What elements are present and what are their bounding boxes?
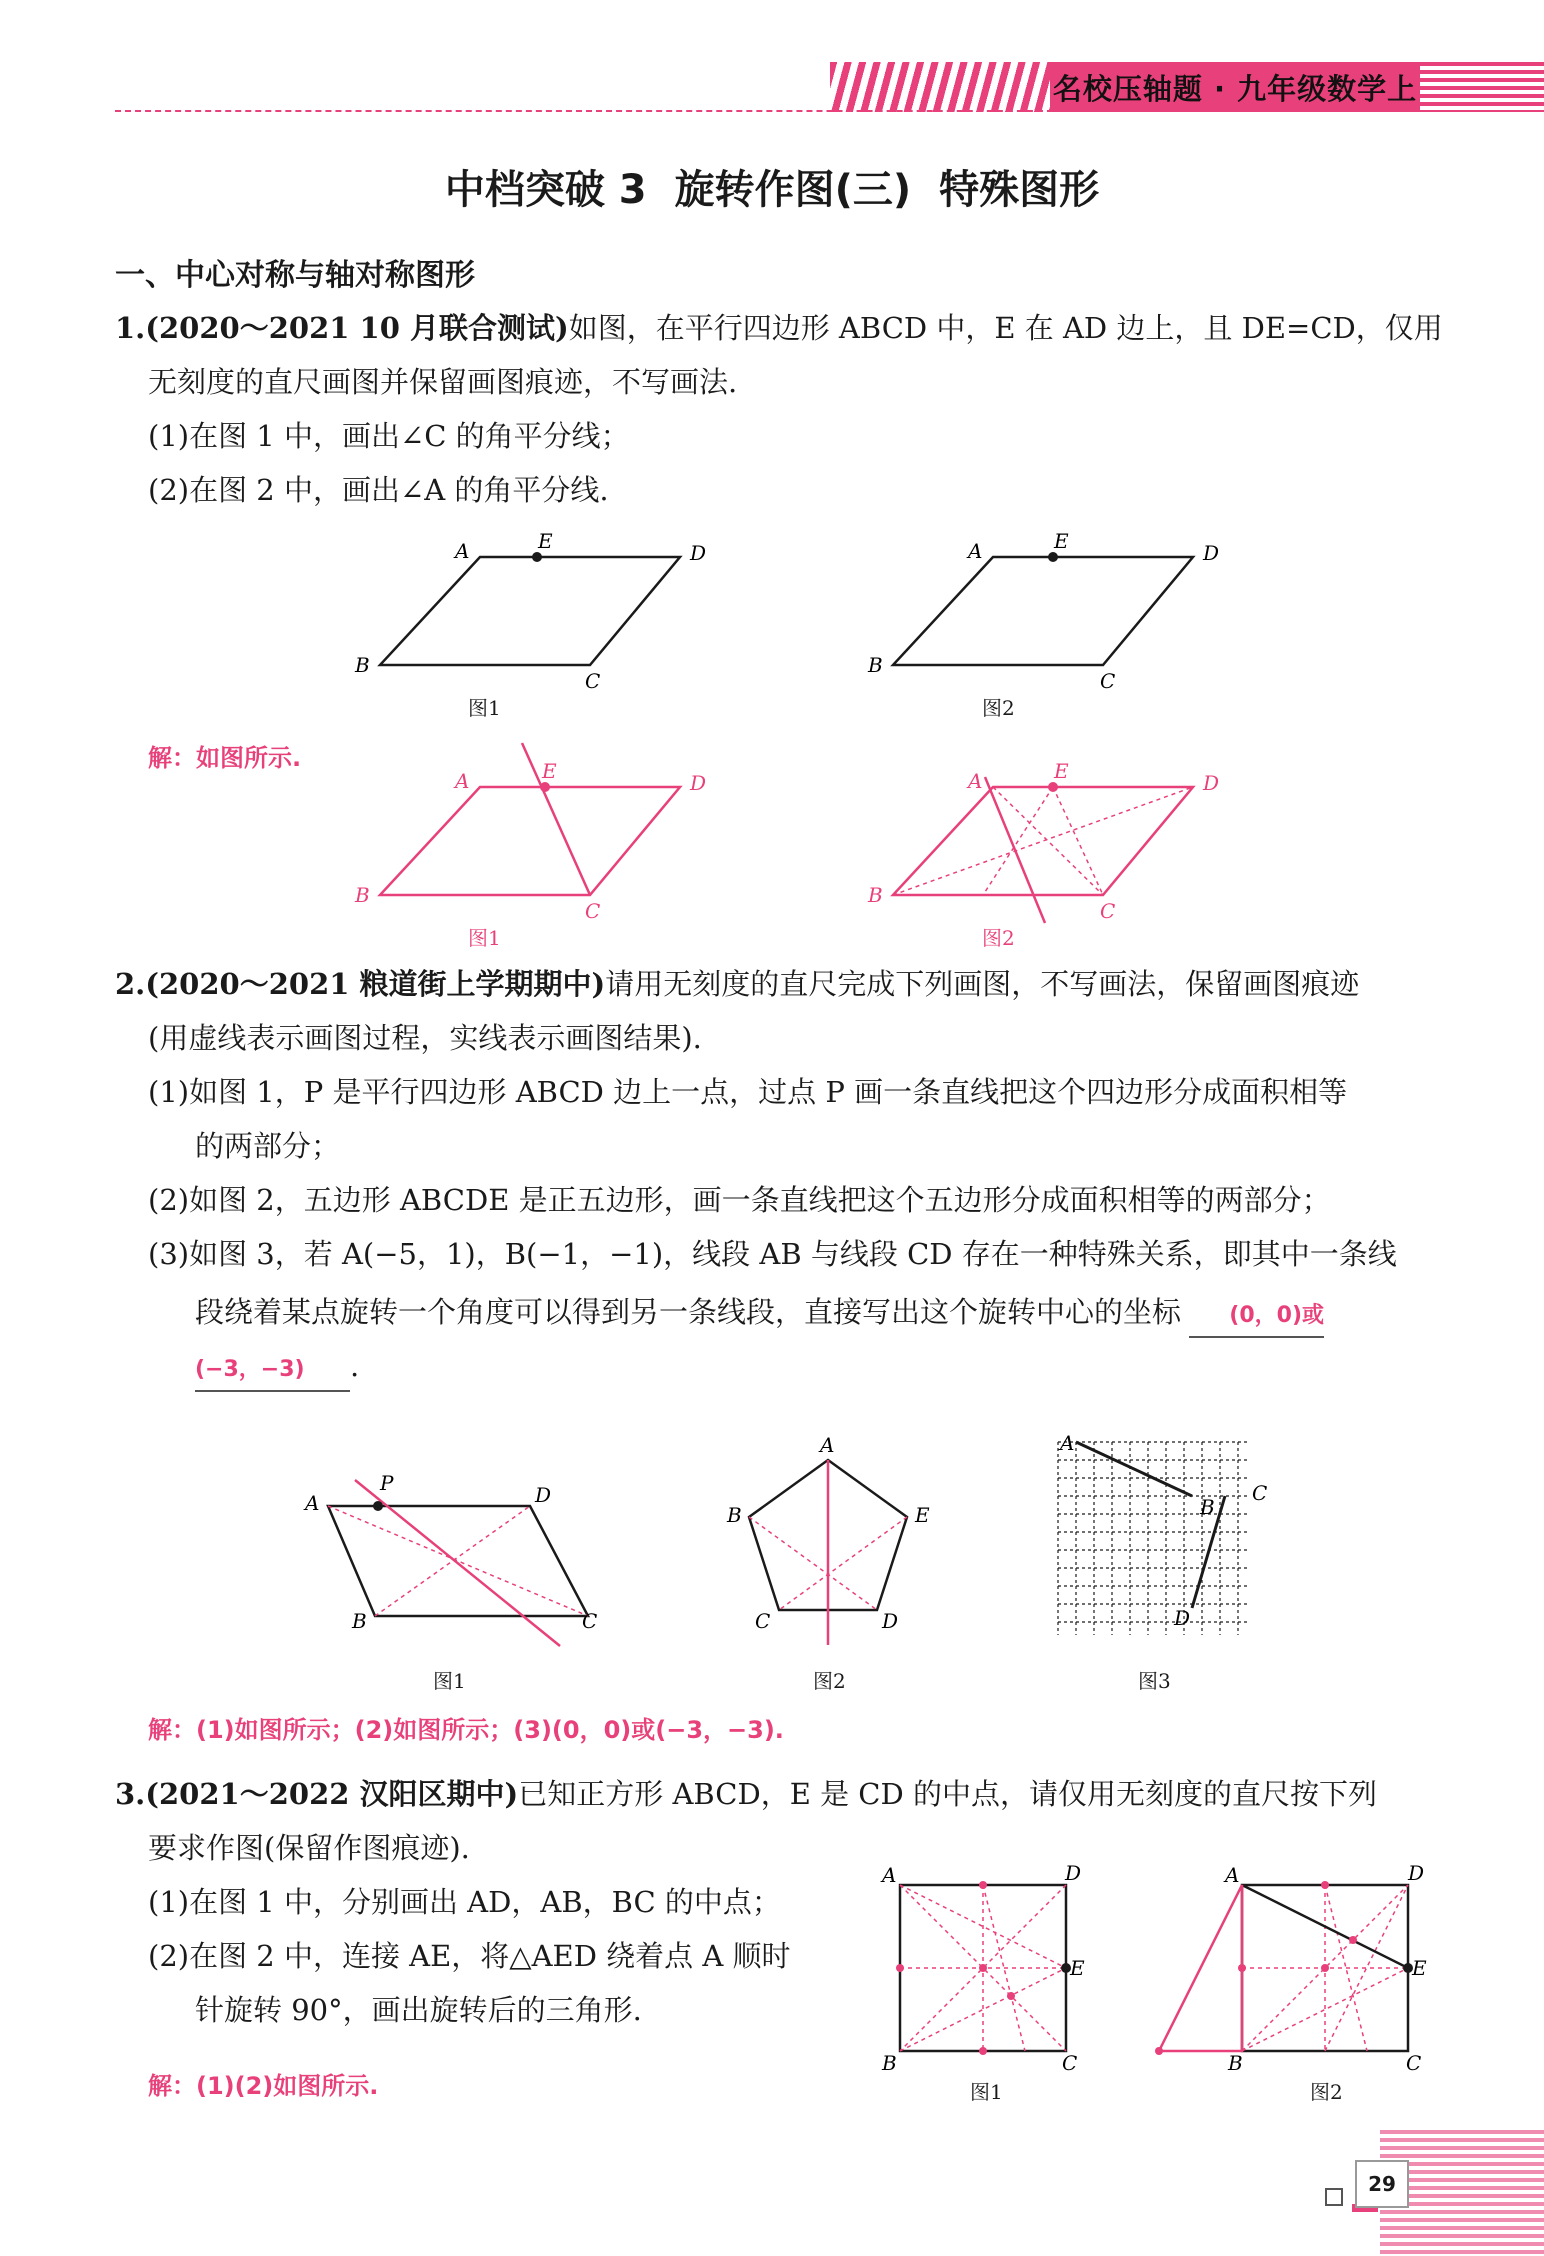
q1-fig2-label-e: E — [1054, 530, 1069, 553]
q2-solution: 解：(1)如图所示；(2)如图所示；(3)(0，0)或(−3，−3). — [148, 1716, 784, 1744]
q2-fig2-label-d: D — [882, 1609, 899, 1633]
q1-number: 1. — [115, 311, 146, 345]
q1-sol-fig2-label-c: C — [1100, 899, 1116, 923]
q1-sol-fig1-point-e — [540, 782, 550, 792]
q1-fig2-parallelogram — [893, 557, 1193, 665]
q1-sol-fig1-parallelogram — [380, 787, 680, 895]
q3-fig1-caption: 图1 — [970, 2080, 1003, 2104]
q3-text2: 要求作图(保留作图痕迹). — [148, 1831, 470, 1865]
q2-fig2-diag-ec — [779, 1517, 907, 1610]
q3-fig2-label-c: C — [1406, 2051, 1422, 2075]
q2-fig3 — [1058, 1431, 1267, 1635]
q2-figures — [290, 1430, 1290, 1670]
q1-sol-fig2-label-d: D — [1203, 771, 1220, 795]
q3-fig2-label-b: B — [1228, 2051, 1243, 2075]
q2-sub2: (2)如图 2，五边形 ABCDE 是正五边形，画一条直线把这个五边形分成面积相等的两部分； — [148, 1183, 1331, 1217]
q2-fig3-label-b: B — [1200, 1495, 1215, 1519]
page-title — [0, 158, 1544, 215]
q1-sol-fig2 — [867, 759, 1219, 923]
q2-fig1-label-p: P — [380, 1471, 394, 1495]
q3-fig2-midpoints — [1155, 1881, 1357, 2055]
q1-sol-fig1-label-d: D — [690, 771, 707, 795]
q2-line1 — [115, 964, 1359, 1004]
q2-text2: (用虚线表示画图过程，实线表示画图结果). — [148, 1021, 702, 1055]
q2-fig1 — [303, 1471, 597, 1646]
q2-fig3-label-c: C — [1252, 1481, 1268, 1505]
q3-fig2 — [1155, 1861, 1427, 2075]
q3-sub1: (1)在图 1 中，分别画出 AD，AB，BC 的中点； — [148, 1885, 781, 1919]
q3-text1: 已知正方形 ABCD，E 是 CD 的中点，请仅用无刻度的直尺按下列 — [518, 1777, 1377, 1811]
q3-fig2-rotated-triangle — [1159, 1885, 1242, 2051]
q3-fig1-label-a: A — [882, 1863, 897, 1887]
q1-fig1-point-e — [532, 552, 542, 562]
header-tag: 名校压轴题 · 九年级数学上 — [1050, 62, 1420, 112]
q1-sol-fig1-label-a: A — [455, 769, 470, 793]
q3-line1 — [115, 1774, 1377, 1814]
q1-sol-fig1-caption: 图1 — [468, 926, 501, 950]
q2-fig1-diag-bd — [375, 1506, 530, 1616]
q1-fig2-label-b: B — [868, 653, 883, 677]
q2-answer-blank2 — [195, 1346, 350, 1392]
q3-solution: 解：(1)(2)如图所示. — [148, 2072, 379, 2100]
q2-number: 2. — [115, 967, 146, 1001]
footer-square-mark — [1325, 2188, 1343, 2206]
q3-sub2a: (2)在图 2 中，连接 AE，将△AED 绕着点 A 顺时 — [148, 1939, 791, 1973]
header-stripes — [830, 62, 1056, 112]
q2-fig2-label-b: B — [727, 1503, 742, 1527]
q1-sol-fig1-label-b: B — [355, 883, 370, 907]
q1-fig2-label-c: C — [1100, 669, 1116, 693]
q2-sub3b: 段绕着某点旋转一个角度可以得到另一条线段，直接写出这个旋转中心的坐标 — [195, 1295, 1182, 1329]
q1-solution: 解：如图所示. — [148, 744, 302, 772]
q2-fig2-caption: 图2 — [813, 1669, 846, 1693]
title-part1: 中档突破 3 — [444, 167, 647, 213]
q1-sol-fig1-label-c: C — [585, 899, 601, 923]
q1-line1 — [115, 308, 1443, 348]
q2-fig1-label-a: A — [305, 1491, 320, 1515]
q2-fig3-caption: 图3 — [1138, 1669, 1171, 1693]
q3-fig1-label-c: C — [1062, 2051, 1078, 2075]
q1-fig1-parallelogram — [380, 557, 680, 665]
q3-fig1 — [880, 1861, 1085, 2075]
q1-sol-fig2-label-e: E — [1054, 759, 1069, 783]
q1-sol-fig2-line-ec — [1053, 787, 1103, 895]
q1-sub2: (2)在图 2 中，画出∠A 的角平分线. — [148, 473, 609, 507]
q1-fig2 — [867, 530, 1219, 693]
q2-answer1: (0，0)或 — [1229, 1303, 1325, 1328]
header-lines — [1420, 62, 1544, 112]
q2-fig1-label-d: D — [535, 1483, 552, 1507]
q2-fig1-label-b: B — [352, 1609, 367, 1633]
q3-fig2-label-e: E — [1412, 1956, 1427, 1980]
q2-answer2: (−3，−3) — [195, 1357, 305, 1382]
q2-fig3-label-a: A — [1060, 1431, 1075, 1455]
q1-sol-fig2-label-b: B — [868, 883, 883, 907]
q3-fig2-label-d: D — [1408, 1861, 1425, 1885]
header-rule — [115, 110, 1544, 112]
q2-fig1-label-c: C — [582, 1609, 598, 1633]
q3-fig1-label-e: E — [1070, 1956, 1085, 1980]
q1-fig2-label-a: A — [968, 539, 983, 563]
q1-sol-fig2-point-e — [1048, 782, 1058, 792]
q2-text1: 请用无刻度的直尺完成下列画图，不写画法，保留画图痕迹 — [605, 967, 1360, 1001]
q1-fig1-label-c: C — [585, 669, 601, 693]
q2-fig2-label-c: C — [755, 1609, 771, 1633]
section-heading: 一、中心对称与轴对称图形 — [115, 258, 475, 293]
q2-fig2 — [726, 1433, 930, 1645]
q1-sol-fig2-bisector — [985, 777, 1045, 923]
q1-sol-fig2-line-e2 — [983, 787, 1053, 895]
q3-fig1-label-d: D — [1065, 1861, 1082, 1885]
q1-fig2-point-e — [1048, 552, 1058, 562]
q1-sol-fig2-caption: 图2 — [982, 926, 1015, 950]
q1-fig1-label-b: B — [355, 653, 370, 677]
title-part3: 特殊图形 — [939, 167, 1100, 213]
q1-solution-figures — [340, 735, 1240, 935]
q1-sol-fig2-diag-ac — [993, 787, 1103, 895]
q1-source: (2020～2021 10 月联合测试) — [145, 311, 569, 345]
q3-figures — [870, 1860, 1430, 2080]
q2-fig1-point-p — [373, 1501, 383, 1511]
q3-source: (2021～2022 汉阳区期中) — [145, 1777, 519, 1811]
q1-fig2-label-d: D — [1203, 541, 1220, 565]
q1-fig1 — [354, 530, 706, 693]
q2-fig2-label-e: E — [915, 1503, 930, 1527]
q3-fig2-segment-ae — [1242, 1885, 1408, 1968]
q1-sol-fig2-label-a: A — [968, 769, 983, 793]
q2-answer-blank1 — [1189, 1292, 1324, 1338]
q2-sub3a: (3)如图 3，若 A(−5，1)，B(−1，−1)，线段 AB 与线段 CD 存在一种特殊关系，即其中一条线 — [148, 1237, 1397, 1271]
q2-sub1a: (1)如图 1，P 是平行四边形 ABCD 边上一点，过点 P 画一条直线把这个四边形分成面积相等 — [148, 1075, 1348, 1109]
title-part2: 旋转作图(三) — [674, 167, 912, 213]
q1-fig2-caption: 图2 — [982, 696, 1015, 720]
q3-sub2b: 针旋转 90°，画出旋转后的三角形. — [195, 1993, 642, 2027]
q3-number: 3. — [115, 1777, 146, 1811]
q1-sol-fig1 — [354, 743, 706, 923]
q3-fig2-label-a: A — [1225, 1863, 1240, 1887]
q2-fig2-label-a: A — [820, 1433, 835, 1457]
q2-fig1-caption: 图1 — [433, 1669, 466, 1693]
q2-answer-line2 — [195, 1346, 359, 1392]
page-number: 29 — [1355, 2160, 1409, 2208]
q2-sub1b: 的两部分； — [195, 1129, 341, 1163]
q1-fig1-caption: 图1 — [468, 696, 501, 720]
q2-fig3-grid — [1058, 1442, 1248, 1635]
q1-sub1: (1)在图 1 中，画出∠C 的角平分线； — [148, 419, 630, 453]
q1-text2: 无刻度的直尺画图并保留画图痕迹，不写画法. — [148, 365, 738, 399]
q2-sub3b-line — [195, 1292, 1324, 1338]
q1-fig1-label-d: D — [690, 541, 707, 565]
q1-fig1-label-a: A — [455, 539, 470, 563]
q2-source: (2020～2021 粮道街上学期期中) — [145, 967, 606, 1001]
q3-fig1-label-b: B — [882, 2051, 897, 2075]
q3-fig2-caption: 图2 — [1310, 2080, 1343, 2104]
q1-fig1-label-e: E — [538, 530, 553, 553]
q1-sol-fig1-label-e: E — [542, 759, 557, 783]
q2-fig2-diag-bd — [749, 1517, 877, 1610]
q2-period: . — [350, 1349, 360, 1383]
q1-text1: 如图，在平行四边形 ABCD 中，E 在 AD 边上，且 DE=CD，仅用 — [568, 311, 1443, 345]
q2-fig3-label-d: D — [1174, 1606, 1191, 1630]
